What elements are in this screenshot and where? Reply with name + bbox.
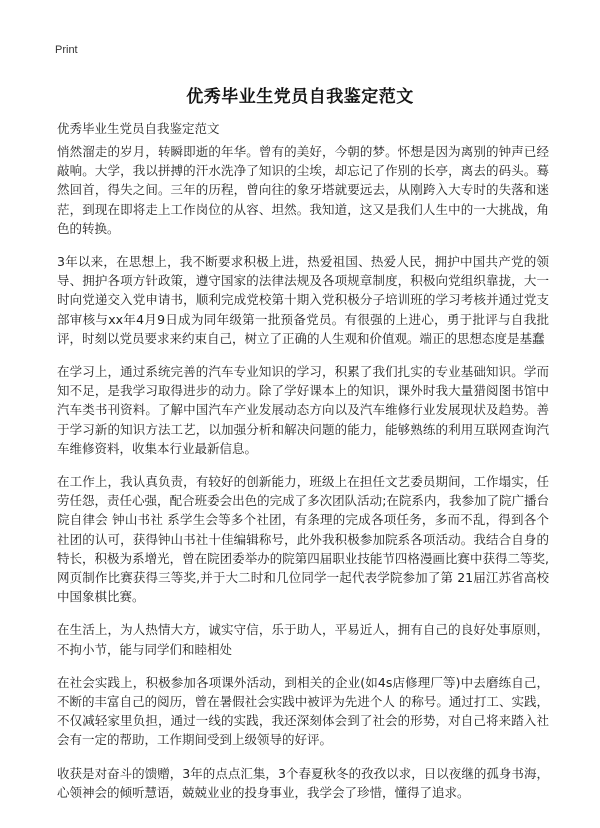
paragraph-work: 在工作上，我认真负责，有较好的创新能力，班级上在担任文艺委员期间，工作塌实，任劳任怨，责任心强，配合班委会出色的完成了多次团队活动;在院系内，我参加了院广播台院自律会 钟山书社 系学生会等多个社团，有条理的完成各项任务，多而不乱，得到各个社团的认可，获得钟山书社十佳编辑称号，此外我积极参加院系各项活动。我结合自身的特长，积极为系增光，曾在院团委举办的院第四届职业技能节四格漫画比赛中获得二等奖,网页制作比赛获得三等奖,并于大二时和几位同学一起代表学院参加了第 21届江苏省高校中国象棋比赛。 bbox=[57, 474, 549, 605]
print-link[interactable]: Print bbox=[55, 44, 78, 56]
paragraph-life: 在生活上，为人热情大方，诚实守信，乐于助人，平易近人，拥有自己的良好处事原则，不拘小节，能与同学们和睦相处 bbox=[57, 622, 549, 657]
document-body bbox=[57, 142, 549, 816]
paragraph-social-practice: 在社会实践上，积极参加各项课外活动，到相关的企业(如4s店修理厂等)中去磨练自己，不断的丰富自己的阅历，曾在暑假社会实践中被评为先进个人 的称号。通过打工、实践，不仅减轻家里负担，通过一线的实践，我还深刻体会到了社会的形势，对自己将来踏入社会有一定的帮助，工作期间受到上级领导的好评。 bbox=[57, 674, 549, 748]
paragraph-intro: 悄然溜走的岁月，转瞬即逝的年华。曾有的美好，今朝的梦。怀想是因为离别的钟声已经敲响。大学，我以拼搏的汗水洗净了知识的尘埃，却忘记了作别的长亭，离去的码头。蓦然回首，得失之间。三年的历程，曾向往的象牙塔就要远去，从刚跨入大专时的失落和迷茫，到现在即将走上工作岗位的从容、坦然。我知道，这又是我们人生中的一大挑战，角色的转换。 bbox=[57, 144, 549, 236]
document-title: 优秀毕业生党员自我鉴定范文 bbox=[186, 87, 414, 107]
paragraph-ideology: 3年以来，在思想上，我不断要求积极上进，热爱祖国、热爱人民，拥护中国共产党的领导、拥护各项方针政策，遵守国家的法律法规及各项规章制度，积极向党组织靠拢，大一时向党递交入党申请书，顺利完成党校第十期入党积极分子培训班的学习考核并通过党支部审核与xx年4月9日成为同年级第一批预备党员。有很强的上进心，勇于批评与自我批评，时刻以党员要求来约束自己，树立了正确的人生观和价值观。端正的思想态度是基蠢 bbox=[57, 254, 549, 346]
document-subtitle: 优秀毕业生党员自我鉴定范文 bbox=[57, 121, 220, 136]
paragraph-study: 在学习上，通过系统完善的汽车专业知识的学习，积累了我们扎实的专业基础知识。学而知不足，是我学习取得进步的动力。除了学好课本上的知识，课外时我大量猎阅图书馆中汽车类书刊资料。了解中国汽车产业发展动态方向以及汽车维修行业发展现状及趋势。善于学习新的知识方法工艺，以加强分析和解决问题的能力，能够熟练的利用互联网查询汽车维修资料，收集本行业最新信息。 bbox=[57, 364, 549, 456]
paragraph-conclusion: 收获是对奋斗的馈赠，3年的点点汇集，3个春夏秋冬的孜孜以求，日以夜继的孤身书海，心领神会的倾听慧语，兢兢业业的投身事业，我学会了珍惜，懂得了追求。 bbox=[57, 765, 549, 800]
